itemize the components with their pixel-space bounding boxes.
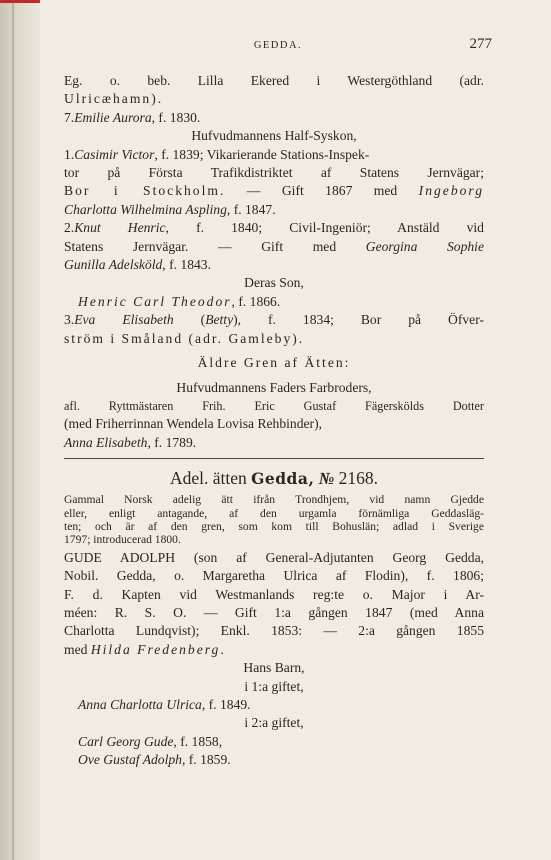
text-line: Statens Jernvägar. — Gift med Georgina Sophie — [64, 238, 484, 254]
text-line: Ulricæhamn). — [64, 91, 164, 107]
text-line: ström i Småland (adr. Gamleby). — [64, 330, 305, 346]
section-heading: Hufvudmannens Faders Farbroders, — [176, 379, 372, 395]
text-line: Charlotta Wilhelmina Aspling, f. 1847. — [64, 201, 276, 217]
text-line: Anna Elisabeth, f. 1789. — [64, 434, 197, 450]
note-line: ten; och är af den gren, som kom till Bohuslän; adlad i Sverige — [64, 519, 484, 533]
page-body — [64, 72, 484, 770]
entry-line: F. d. Kapten vid Westmanlands reg:te o. Major i Ar- — [64, 586, 484, 602]
section-heading: Hufvudmannens Half-Syskon, — [191, 128, 357, 144]
text-line: 1.Casimir Victor, f. 1839; Vikarierande Stations-Inspek- — [64, 146, 370, 162]
entry-line: Ove Gustaf Adolph, f. 1859. — [78, 752, 231, 768]
page-header — [64, 36, 492, 56]
section-heading: i 2:a giftet, — [244, 715, 304, 731]
text-line: (med Friherrinnan Wendela Lovisa Rehbinder), — [64, 416, 322, 432]
text-line: 3.Eva Elisabeth (Betty), f. 1834; Bor på Öfver- — [64, 312, 484, 328]
section-heading: Äldre Gren af Ätten: — [197, 355, 351, 371]
entry-line: Anna Charlotta Ulrica, f. 1849. — [78, 697, 251, 712]
section-heading: Hans Barn, — [243, 660, 305, 676]
section-heading: i 1:a giftet, — [244, 678, 304, 694]
text-line: 2.Knut Henric, f. 1840; Civil-Ingeniör; Anstäld vid — [64, 220, 484, 236]
text-line: Gunilla Adelsköld, f. 1843. — [64, 257, 212, 273]
text-line: tor på Första Trafikdistriktet af Statens Jernvägar; — [64, 165, 484, 181]
entry-line: Carl Georg Gude, f. 1858, — [78, 733, 223, 749]
note-line: 1797; introducerad 1800. — [64, 533, 181, 547]
note-line: eller, enligt antagande, af den urgamla förnämliga Geddasläg- — [64, 506, 484, 520]
section-rule — [64, 458, 484, 459]
gutter-line — [12, 0, 14, 860]
text-line: afl. Ryttmästaren Frih. Eric Gustaf Fägerskölds Dotter — [64, 398, 484, 413]
text-line: Henric Carl Theodor, f. 1866. — [78, 293, 281, 309]
entry-line: med Hilda Fredenberg. — [64, 641, 224, 657]
entry-line: Charlotta Lundqvist); Enkl. 1853: — 2:a gången 1855 — [64, 623, 484, 639]
text-line: 7.Emilie Aurora, f. 1830. — [64, 109, 201, 125]
entry-line: méen: R. S. O. — Gift 1:a gången 1847 (med Anna — [64, 604, 484, 620]
entry-line: Nobil. Gedda, o. Margaretha Ulrica af Flodin), f. 1806; — [64, 568, 484, 584]
page-number: 277 — [469, 36, 492, 52]
text-line: Eg. o. beb. Lilla Ekered i Westergöthland (adr. — [64, 73, 484, 88]
family-heading: Adel. ätten Gedda, № 2168. — [169, 468, 379, 489]
page-gutter — [0, 0, 40, 860]
note-line: Gammal Norsk adelig ätt ifrån Trondhjem, vid namn Gjedde — [64, 493, 484, 507]
family-note — [64, 493, 484, 547]
red-top-mark — [0, 0, 40, 3]
running-title: GEDDA. — [253, 40, 303, 51]
text-line: Bor i Stockholm. — Gift 1867 med Ingeborg — [64, 183, 485, 199]
section-heading: Deras Son, — [244, 275, 304, 291]
entry-line: GUDE ADOLPH (son af General-Adjutanten Georg Gedda, — [64, 549, 484, 565]
